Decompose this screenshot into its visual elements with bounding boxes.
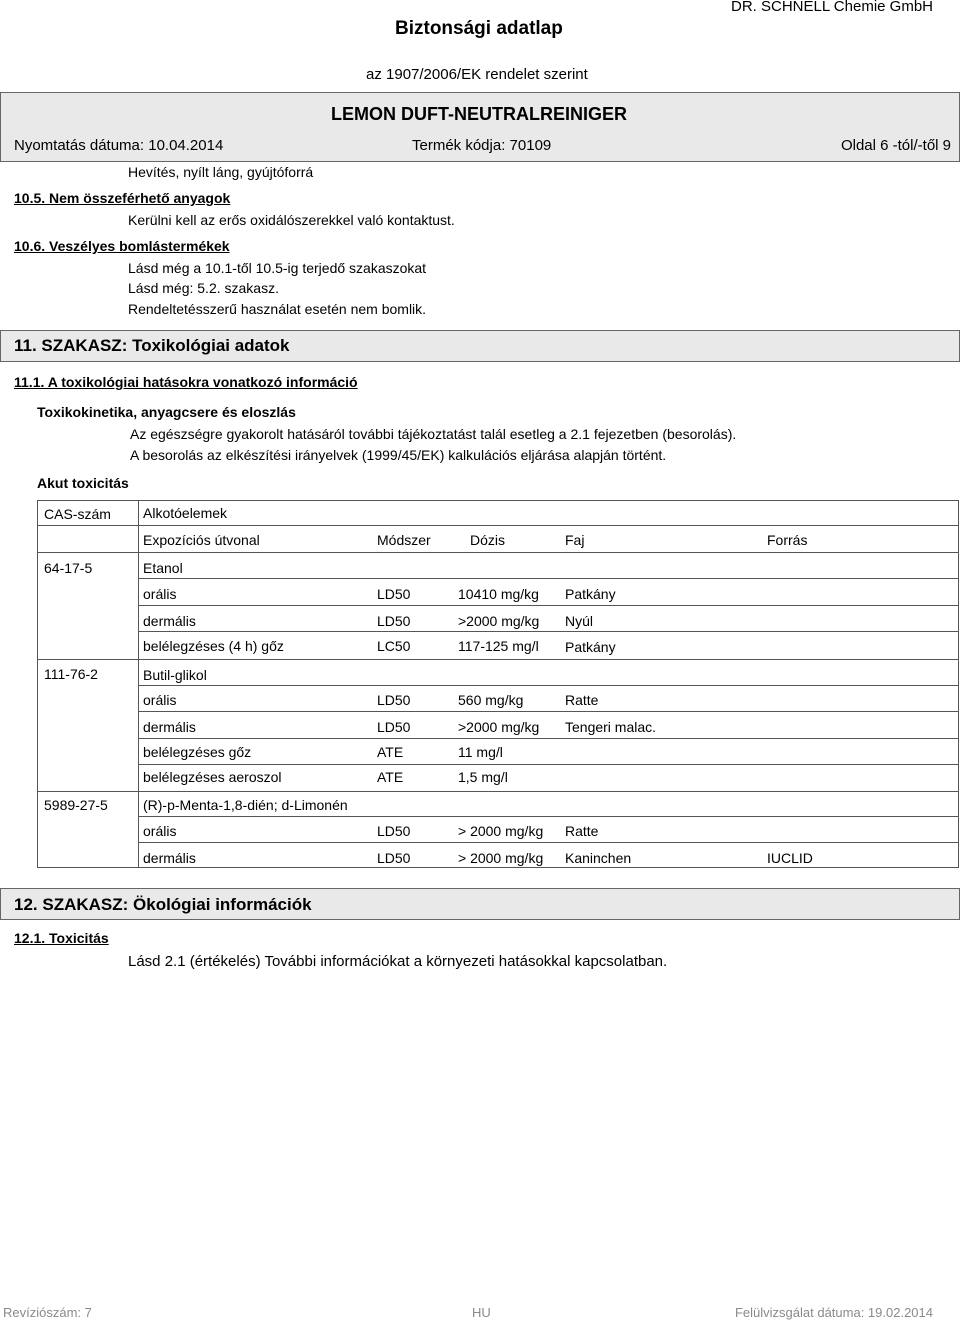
species-cell: Patkány: [565, 586, 616, 602]
section-11-title: 11. SZAKASZ: Toxikológiai adatok: [14, 336, 290, 355]
table-divider: [38, 791, 958, 792]
page-number: Oldal 6 -tól/-től 9: [840, 137, 951, 154]
method-cell: ATE: [377, 744, 404, 760]
product-name: LEMON DUFT-NEUTRALREINIGER: [331, 104, 627, 124]
row-divider: [139, 711, 958, 712]
cas-number: 111-76-2: [44, 666, 98, 682]
subsection-10-6-line: Rendeltetésszerű használat esetén nem bomlik.: [128, 301, 427, 317]
method-cell: LD50: [377, 613, 411, 629]
acute-toxicity-title: Akut toxicitás: [37, 475, 129, 491]
dose-cell: 1,5 mg/l: [458, 769, 508, 785]
route-cell: dermális: [143, 850, 196, 866]
route-cell: orális: [143, 692, 177, 708]
company-name: DR. SCHNELL Chemie GmbH: [731, 0, 933, 15]
row-divider: [139, 816, 958, 817]
row-divider: [139, 842, 958, 843]
component-name: (R)-p-Menta-1,8-dién; d-Limonén: [143, 797, 348, 813]
dose-cell: > 2000 mg/kg: [458, 850, 544, 866]
subsection-10-6-title: 10.6. Veszélyes bomlástermékek: [14, 238, 230, 254]
column-header-dose: Dózis: [470, 532, 506, 548]
column-header-source: Forrás: [767, 532, 808, 548]
footer-review-date: Felülvizsgálat dátuma: 19.02.2014: [734, 1305, 933, 1320]
method-cell: ATE: [377, 769, 404, 785]
dose-cell: 560 mg/kg: [458, 692, 524, 708]
subsection-10-5-text: Kerülni kell az erős oxidálószerekkel való kontaktust.: [128, 212, 455, 228]
cas-number: 64-17-5: [44, 560, 93, 576]
regulation-text: az 1907/2006/EK rendelet szerint: [366, 66, 588, 83]
table-divider: [38, 659, 958, 660]
document-title: Biztonsági adatlap: [395, 18, 563, 39]
dose-cell: 117-125 mg/l: [458, 638, 539, 654]
row-divider: [139, 764, 958, 765]
method-cell: LD50: [377, 850, 411, 866]
dose-cell: >2000 mg/kg: [458, 613, 540, 629]
print-date: Nyomtatás dátuma: 10.04.2014: [14, 137, 224, 154]
subsection-12-1-title: 12.1. Toxicitás: [14, 930, 109, 946]
toxicokinetics-line: A besorolás az elkészítési irányelvek (1999/45/EK) kalkulációs eljárása alapján történt.: [130, 447, 667, 463]
source-cell: IUCLID: [767, 850, 813, 866]
component-name: Etanol: [143, 560, 183, 576]
toxicokinetics-line: Az egészségre gyakorolt hatásáról további tájékoztatást talál esetleg a 2.1 fejezetben (besorolás).: [130, 426, 737, 442]
toxicokinetics-title: Toxikokinetika, anyagcsere és eloszlás: [37, 404, 296, 420]
row-divider: [139, 685, 958, 686]
route-cell: belélegzéses aeroszol: [143, 769, 282, 785]
dose-cell: 10410 mg/kg: [458, 586, 539, 602]
dose-cell: 11 mg/l: [458, 744, 503, 760]
route-cell: dermális: [143, 719, 196, 735]
method-cell: LC50: [377, 638, 411, 654]
column-header-route: Expozíciós útvonal: [143, 532, 260, 548]
row-divider: [139, 738, 958, 739]
method-cell: LD50: [377, 692, 411, 708]
footer-revision: Revíziószám: 7: [3, 1305, 92, 1320]
component-name: Butil-glikol: [143, 667, 207, 683]
method-cell: LD50: [377, 823, 411, 839]
route-cell: belélegzéses (4 h) gőz: [143, 638, 284, 654]
species-cell: Ratte: [565, 692, 599, 708]
species-cell: Tengeri malac.: [565, 719, 657, 735]
route-cell: orális: [143, 823, 177, 839]
route-cell: dermális: [143, 613, 196, 629]
subsection-11-1-title: 11.1. A toxikológiai hatásokra vonatkozó információ: [14, 374, 358, 390]
species-cell: Patkány: [565, 639, 616, 655]
column-header-cas: CAS-szám: [44, 506, 111, 522]
acute-toxicity-table: [37, 500, 959, 868]
route-cell: orális: [143, 586, 177, 602]
table-column-divider: [138, 501, 139, 867]
subsection-10-6-line: Lásd még a 10.1-től 10.5-ig terjedő szakaszokat: [128, 260, 427, 276]
species-cell: Kaninchen: [565, 850, 632, 866]
column-header-component: Alkotóelemek: [143, 505, 228, 521]
product-code: Termék kódja: 70109: [412, 137, 552, 154]
section-12-title: 12. SZAKASZ: Ökológiai információk: [14, 895, 312, 914]
subsection-10-6-line: Lásd még: 5.2. szakasz.: [128, 280, 279, 296]
column-header-species: Faj: [565, 532, 585, 548]
method-cell: LD50: [377, 719, 411, 735]
table-divider: [38, 525, 958, 526]
method-cell: LD50: [377, 586, 411, 602]
row-divider: [139, 578, 958, 579]
dose-cell: > 2000 mg/kg: [458, 823, 544, 839]
row-divider: [139, 605, 958, 606]
species-cell: Nyúl: [565, 613, 594, 629]
route-cell: belélegzéses gőz: [143, 744, 252, 760]
cas-number: 5989-27-5: [44, 797, 108, 813]
species-cell: Ratte: [565, 823, 599, 839]
dose-cell: >2000 mg/kg: [458, 719, 540, 735]
row-divider: [139, 631, 958, 632]
subsection-12-1-text: Lásd 2.1 (értékelés) További információkat a környezeti hatásokkal kapcsolatban.: [128, 953, 668, 970]
column-header-method: Módszer: [377, 532, 431, 548]
footer-language: HU: [472, 1305, 491, 1320]
table-divider: [38, 552, 958, 553]
subsection-10-5-title: 10.5. Nem összeférhető anyagok: [14, 190, 231, 206]
carryover-text: Hevítés, nyílt láng, gyújtóforrá: [128, 164, 314, 180]
